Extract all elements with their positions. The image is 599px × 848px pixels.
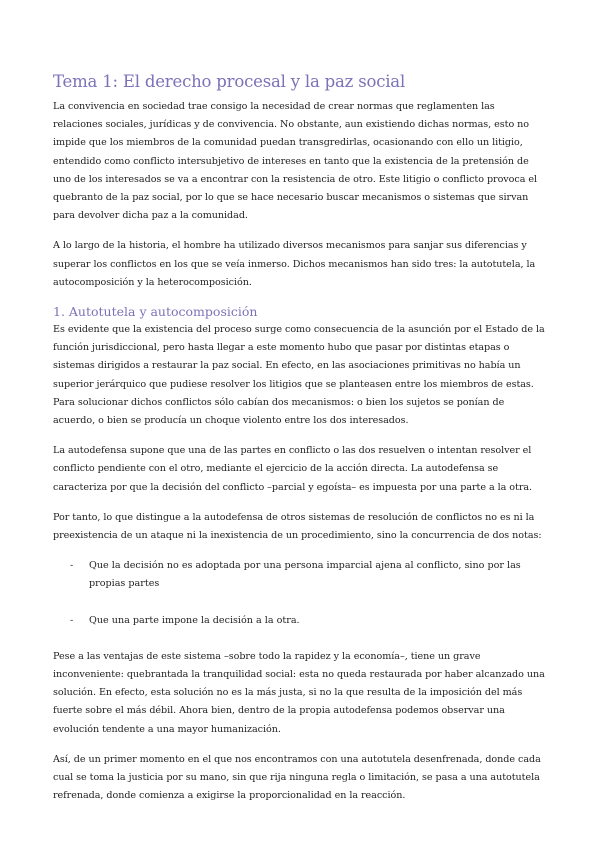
section-paragraph-1: Es evidente que la existencia del proceso surge como consecuencia de la asunción por el Estado de la función jurisdiccional, pero hasta llegar a este momento hubo que pasar por distintas etapas o sistemas dirigidos a restaurar la paz social. En efecto, en las asociaciones primitivas no había un superior jerárquico que pudiese resolver los litigios que se planteasen entre los miembros de estas. Para solucionar dichos conflictos sólo cabían dos mecanismos: o bien los sujetos se ponían de acuerdo, o bien se producía un choque violento entre los dos interesados.	[53, 324, 545, 427]
document-page	[53, 72, 547, 818]
list-item	[53, 612, 547, 630]
notes-list	[53, 557, 547, 630]
page-title: Tema 1: El derecho procesal y la paz social	[53, 72, 406, 91]
intro-paragraph-2: A lo largo de la historia, el hombre ha utilizado diversos mecanismos para sanjar sus diferencias y superar los conflictos en los que se veía inmerso. Dichos mecanismos han sido tres: la autotutela, la autocomposición y la heterocomposición.	[53, 240, 536, 288]
list-item	[53, 557, 547, 593]
list-item-text: Que una parte impone la decisión a la otra.	[89, 614, 300, 626]
section-heading-autotutela: 1. Autotutela y autocomposición	[53, 304, 258, 320]
intro-paragraph-1: La convivencia en sociedad trae consigo la necesidad de crear normas que reglamenten las relaciones sociales, jurídicas y de convivencia. No obstante, aun existiendo dichas normas, esto no impide que los miembros de la comunidad puedan transgredirlas, ocasionando con ello un litigio, entendido como conflicto intersubjetivo de intereses en tanto que la existencia de la pretensión de uno de los interesados se va a encontrar con la resistencia de otro. Este litigio o conflicto provoca el quebranto de la paz social, por lo que se hace necesario buscar mecanismos o sistemas que sirvan para devolver dicha paz a la comunidad.	[53, 101, 538, 222]
section-paragraph-5: Así, de un primer momento en el que nos encontramos con una autotutela desenfrenada, donde cada cual se toma la justicia por su mano, sin que rija ninguna regla o limitación, se pasa a una autotutela refrenada, donde comienza a exigirse la proporcionalidad en la reacción.	[53, 753, 541, 802]
list-item-text: Que la decisión no es adoptada por una persona imparcial ajena al conflicto, sino por las propias partes	[89, 560, 521, 590]
dash-bullet-icon: -	[70, 560, 74, 572]
section-paragraph-4: Pese a las ventajas de este sistema –sobre todo la rapidez y la economía–, tiene un grave inconveniente: quebrantada la tranquilidad social: esta no queda restaurada por haber alcanzado una solución. En efecto, esta solución no es la más justa, si no la que resulta de la imposición del más fuerte sobre el más débil. Ahora bien, dentro de la propia autodefensa podemos observar una evolución tendente a una mayor humanización.	[53, 650, 545, 735]
dash-bullet-icon: -	[70, 614, 74, 626]
section-paragraph-2: La autodefensa supone que una de las partes en conflicto o las dos resuelven o intentan resolver el conflicto pendiente con el otro, mediante el ejercicio de la acción directa. La autodefensa se caracteriza por que la decisión del conflicto –parcial y egoísta– es impuesta por una parte a la otra.	[53, 445, 533, 493]
section-paragraph-3: Por tanto, lo que distingue a la autodefensa de otros sistemas de resolución de conflictos no es ni la preexistencia de un ataque ni la inexistencia de un procedimiento, sino la concurrencia de dos notas:	[53, 511, 542, 542]
